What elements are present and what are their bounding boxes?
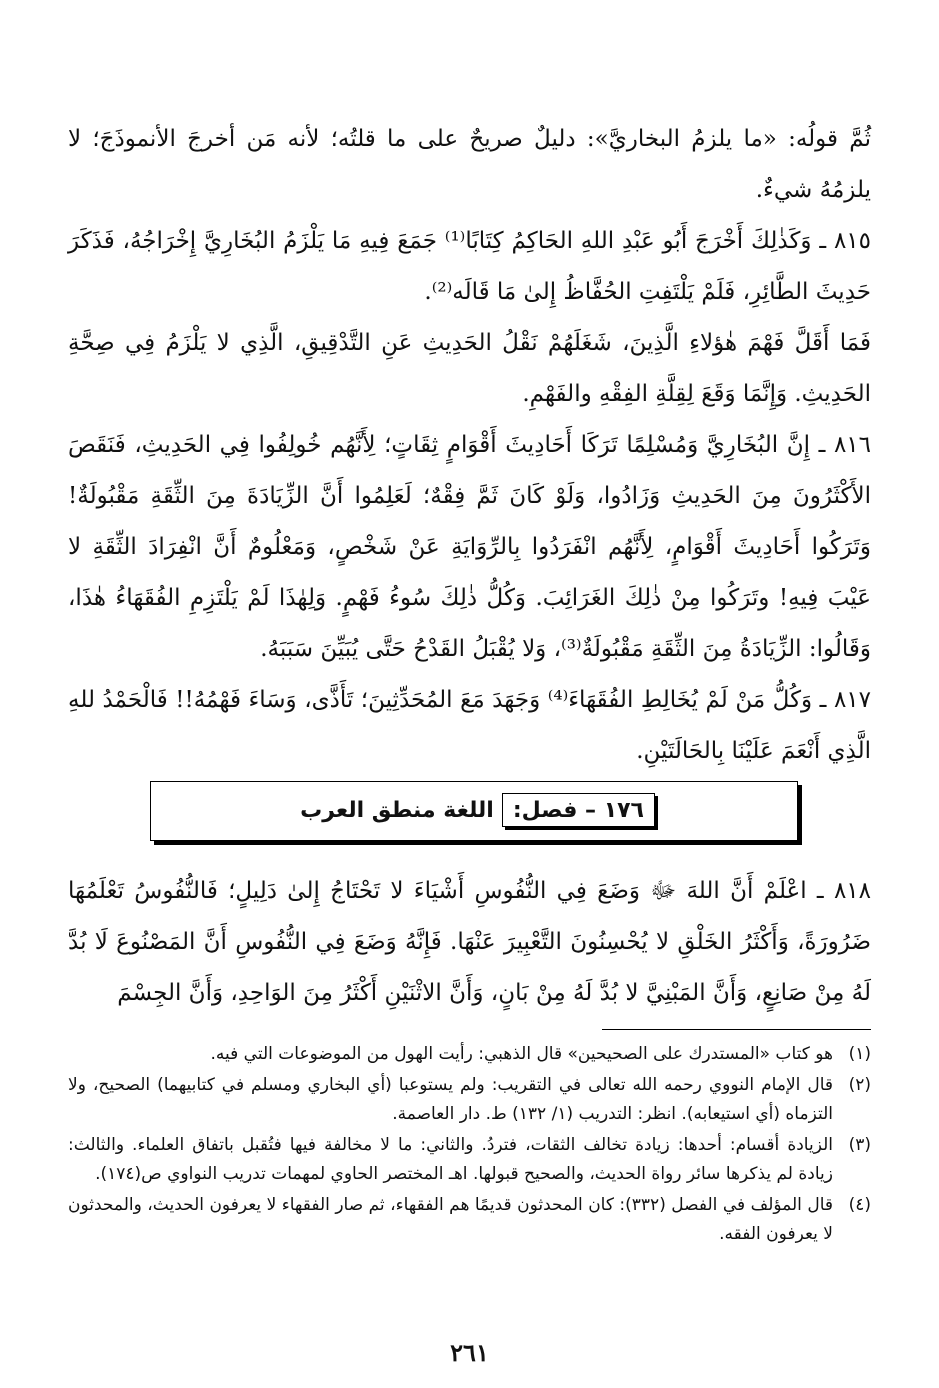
main-text-top [68,114,871,777]
footnote-text: قال المؤلف في الفصل (٣٣٢): كان المحدثون قديمًا هم الفقهاء، ثم صار الفقهاء لا يعرفون الحديث، والمحدثون لا يعرفون الفقه. [68,1195,833,1244]
footnote-text: هو كتاب «المستدرك على الصحيحين» قال الذهبي: رأيت الهول من الموضوعات التي فيه. [210,1044,833,1064]
paragraph-816: ٨١٦ ـ إِنَّ البُخَارِيَّ وَمُسْلِمًا تَرَكَا أَحَادِيثَ أَقْوَامٍ ثِقَاتٍ؛ لِأَنَّهُم خُولِفُوا فِي الحَدِيثِ، فَنَقَصَ الأَكْثَرُونَ مِنَ الحَدِيثِ وَزَادُوا، وَلَوْ كَانَ ثَمَّ فِقْهٌ؛ لَعَلِمُوا أَنَّ الزِّيَادَةَ مِنَ الثِّقَةِ مَقْبُولَةٌ! وَتَرَكُوا أَحَادِيثَ أَقْوَامٍ، لِأَنَّهُم انْفَرَدُوا بِالرِّوَايَةِ عَنْ شَخْصٍ، وَمَعْلُومٌ أَنَّ انْفِرَادَ الثِّقَةِ لا عَيْبَ فِيهِ! وتَرَكُوا مِنْ ذٰلِكَ الغَرَائِبَ. وَكُلُّ ذٰلِكَ سُوءُ فَهْمٍ. وَلِهٰذَا لَمْ يَلْتَزِمِ الفُقَهَاءُ هٰذَا، وَقَالُوا: الزِّيَادَةُ مِنَ الثِّقَةِ مَقْبُولَةٌ⁽³⁾، وَلا يُقْبَلُ القَدْحُ حَتَّى يُبَيِّنَ سَبَبَهُ. [68,432,871,662]
footnote-text: قال الإمام النووي رحمه الله تعالى في التقريب: ولم يستوعبا (أي البخاري ومسلم في كتابيهما) الصحيح، ولا التزماه (أي استيعابه). انظر: التدريب (١/ ١٣٢) ط. دار العاصمة. [68,1075,833,1124]
footnote-item [68,1071,871,1129]
footnote-number: (٤) [848,1195,871,1215]
section-number-label: ١٧٦ – فصل: [502,793,655,827]
section-heading [300,792,655,828]
paragraph-intro: ثُمَّ قولُه: «ما يلزمُ البخاريَّ»: دليلٌ صريحٌ على ما قلتُه؛ لأنه مَن أخرجَ الأنموذَجَ؛ لا يلزمُهُ شيءٌ. [68,126,871,203]
paragraph-818: ٨١٨ ـ اعْلَمْ أَنَّ اللهَ ﷻ وَضَعَ فِي النُّفُوسِ أَشْيَاءَ لا تَحْتَاجُ إِلىٰ دَلِيلٍ؛ فَالنُّفُوسُ تَعْلَمُهَا ضَرُورَةً، وَأَكْثَرُ الخَلْقِ لا يُحْسِنُونَ التَّعْبِيرَ عَنْهَا. فَإِنَّهُ وَضَعَ فِي النُّفُوسِ أَنَّ المَصْنُوعَ لَا بُدَّ لَهُ مِنْ صَانِعٍ، وَأَنَّ المَبْنِيَّ لا بُدَّ لَهُ مِنْ بَانٍ، وَأَنَّ الاثْنَيْنِ أَكْثَرُ مِنَ الوَاحِدِ، وَأَنَّ الجِسْمَ [68,878,871,1006]
paragraph-comment: فَمَا أَقَلَّ فَهْمَ هٰؤلاءِ الَّذِينَ، شَغَلَهُمْ نَقْلُ الحَدِيثِ عَنِ التَّدْقِيقِ، الَّذِي لا يَلْزَمُ فِي صِحَّةِ الحَدِيثِ. وَإِنَّمَا وَقَعَ لِقِلَّةِ الفِقْهِ والفَهْمِ. [68,330,871,407]
main-text-bottom [68,866,871,1019]
footnote-number: (١) [848,1044,871,1064]
footnote-divider [602,1029,871,1030]
paragraph-817: ٨١٧ ـ وَكُلُّ مَنْ لَمْ يُخَالِطِ الفُقَهَاءَ⁽⁴⁾ وَجَهَدَ مَعَ المُحَدِّثِينَ؛ تَأَذَّى، وَسَاءَ فَهْمُهُ!! فَالْحَمْدُ للهِ الَّذِي أَنْعَمَ عَلَيْنَا بِالحَالَتَيْنِ. [68,687,872,764]
footnote-number: (٢) [848,1075,871,1095]
footnote-text: الزيادة أقسام: أحدها: زيادة تخالف الثقات، فتردُ. والثاني: ما لا مخالفة فيها فتُقبل باتفاق العلماء. والثالث: زيادة لم يذكرها سائر رواة الحديث، والصحيح قبولها. اهـ المختصر الحاوي لمهمات تدريب النواوي ص(١٧٤). [68,1135,833,1184]
paragraph-815: ٨١٥ ـ وَكَذٰلِكَ أَخْرَجَ أَبُو عَبْدِ اللهِ الحَاكِمُ كِتَابًا⁽¹⁾ جَمَعَ فِيهِ مَا يَلْزَمُ البُخَارِيَّ إِخْرَاجُهُ، فَذَكَرَ حَدِيثَ الطَّائِرِ، فَلَمْ يَلْتَفِتِ الحُفَّاظُ إِلىٰ مَا قَالَه⁽²⁾. [68,228,871,305]
footnote-item [68,1191,871,1249]
section-heading-box [150,781,798,841]
page-number: ٢٦١ [450,1338,489,1367]
footnote-item [68,1131,871,1189]
footnote-item [68,1040,871,1069]
section-title: اللغة منطق العرب [300,797,494,823]
footnotes [68,1040,871,1251]
footnote-number: (٣) [848,1135,871,1155]
